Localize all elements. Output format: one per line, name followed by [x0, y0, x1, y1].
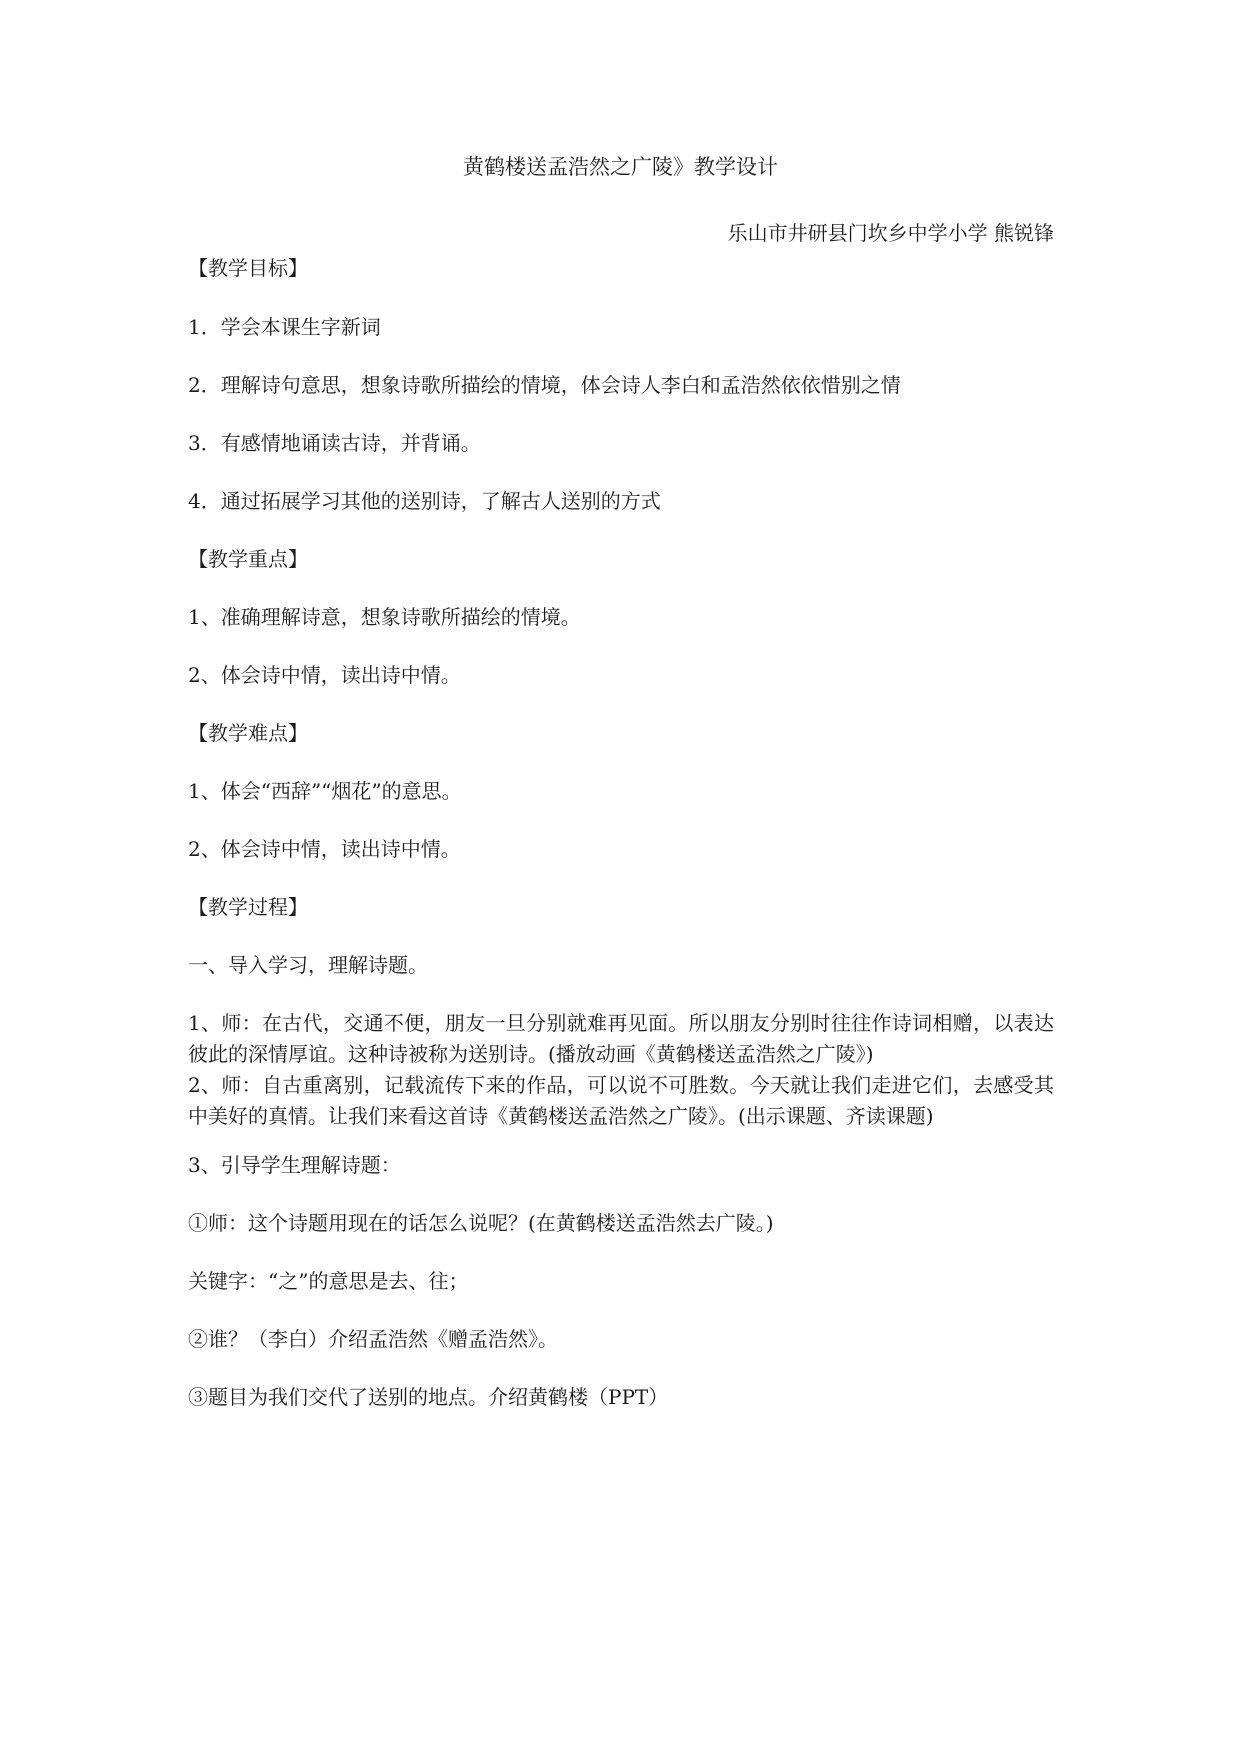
key-point-item-1: 1、准确理解诗意，想象诗歌所描绘的情境。: [188, 605, 581, 629]
process-paragraph-2: 2、师：自古重离别，记载流传下来的作品，可以说不可胜数。今天就让我们走进它们，去感受其中美好的真情。让我们来看这首诗《黄鹤楼送孟浩然之广陵》。(出示课题、齐读课题): [188, 1073, 1054, 1128]
author-line: 乐山市井研县门坎乡中学小学 熊锐锋: [727, 221, 1054, 245]
document-title: 黄鹤楼送孟浩然之广陵》教学设计: [463, 155, 778, 179]
goal-item-4: 4．通过拓展学习其他的送别诗，了解古人送别的方式: [188, 489, 661, 513]
goal-item-1: 1．学会本课生字新词: [188, 315, 381, 339]
goals-heading: 【教学目标】: [188, 256, 308, 280]
difficulty-item-1: 1、体会“西辞”“烟花”的意思。: [188, 779, 462, 803]
difficulties-heading: 【教学难点】: [188, 721, 308, 745]
process-question-2: ②谁？（李白）介绍孟浩然《赠孟浩然》。: [188, 1327, 558, 1351]
process-question-3: ③题目为我们交代了送别的地点。介绍黄鹤楼（PPT）: [188, 1385, 669, 1409]
process-section-1: 一、导入学习，理解诗题。: [188, 953, 428, 977]
goal-item-2: 2．理解诗句意思，想象诗歌所描绘的情境，体会诗人李白和孟浩然依依惜别之情: [188, 373, 901, 397]
process-question-1: ①师：这个诗题用现在的话怎么说呢？(在黄鹤楼送孟浩然去广陵。): [188, 1211, 774, 1235]
process-keyword: 关键字：“之”的意思是去、往；: [188, 1269, 469, 1293]
goal-item-3: 3．有感情地诵读古诗，并背诵。: [188, 431, 481, 455]
key-points-heading: 【教学重点】: [188, 547, 308, 571]
process-heading: 【教学过程】: [188, 895, 308, 919]
process-item-3: 3、引导学生理解诗题：: [188, 1153, 401, 1177]
key-point-item-2: 2、体会诗中情，读出诗中情。: [188, 663, 461, 687]
process-paragraph-1: 1、师：在古代，交通不便，朋友一旦分别就难再见面。所以朋友分别时往往作诗词相赠，以表达彼此的深情厚谊。这种诗被称为送别诗。(播放动画《黄鹤楼送孟浩然之广陵》): [188, 1011, 1054, 1066]
difficulty-item-2: 2、体会诗中情，读出诗中情。: [188, 837, 461, 861]
